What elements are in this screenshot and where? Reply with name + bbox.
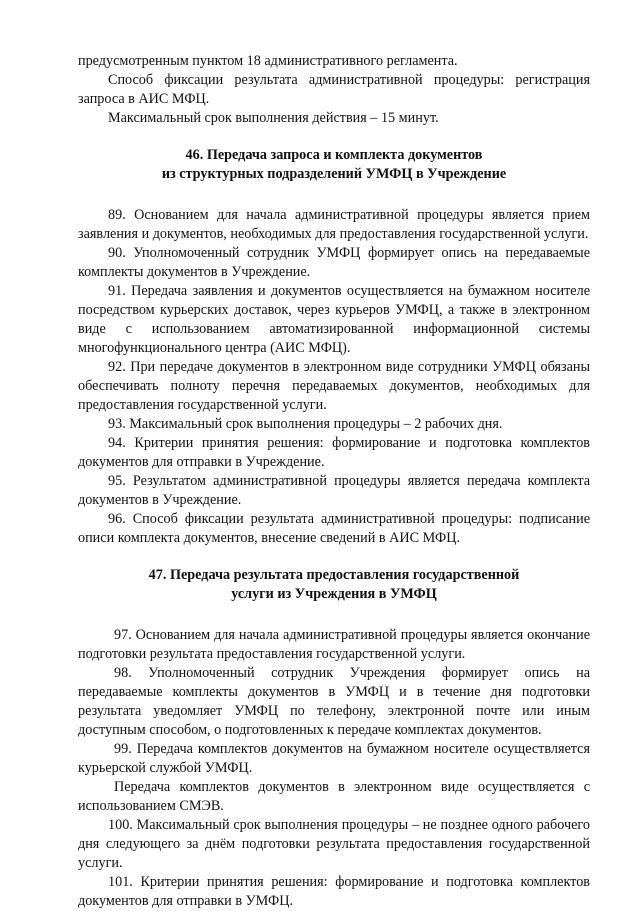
paragraph-90: 90. Уполномоченный сотрудник УМФЦ формирует опись на передаваемые комплекты документов в Учреждение. xyxy=(78,245,590,280)
paragraph-91: 91. Передача заявления и документов осуществляется на бумажном носителе посредством курьерских доставок, через курьеров УМФЦ, а также в электронном виде с использованием автоматизированной информационной системы многофункционального центра (АИС МФЦ). xyxy=(78,283,590,356)
paragraph-98: 98. Уполномоченный сотрудник Учреждения формирует опись на передаваемые комплекты документов в УМФЦ и в течение дня подготовки результата уведомляет УМФЦ по телефону, электронной почте или иным доступным способом, о подготовленных к передаче комплектах документов. xyxy=(78,665,590,738)
paragraph-99: 99. Передача комплектов документов на бумажном носителе осуществляется курьерской службой УМФЦ. xyxy=(78,741,590,776)
paragraph-92: 92. При передаче документов в электронном виде сотрудники УМФЦ обязаны обеспечивать полноту перечня передаваемых документов, необходимых для предоставления государственной услуги. xyxy=(78,359,590,413)
section-47-title-line-1: 47. Передача результата предоставления государственной xyxy=(148,567,520,583)
paragraph-100: 100. Максимальный срок выполнения процедуры – не позднее одного рабочего дня следующего за днём подготовки результата предоставления государственной услуги. xyxy=(78,817,590,871)
paragraph-99-electronic: Передача комплектов документов в электронном виде осуществляется с использованием СМЭВ. xyxy=(78,779,590,814)
paragraph-97: 97. Основанием для начала административной процедуры является окончание подготовки результата предоставления государственной услуги. xyxy=(78,627,590,662)
paragraph-101: 101. Критерии принятия решения: формирование и подготовка комплектов документов для отправки в УМФЦ. xyxy=(78,874,590,909)
intro-max-time: Максимальный срок выполнения действия – 15 минут. xyxy=(108,110,439,126)
paragraph-96: 96. Способ фиксации результата административной процедуры: подписание описи комплекта документов, внесение сведений в АИС МФЦ. xyxy=(78,511,590,546)
section-46-title-line-2: из структурных подразделений УМФЦ в Учреждение xyxy=(161,166,507,182)
paragraph-89: 89. Основанием для начала административной процедуры является прием заявления и документов, необходимых для предоставления государственной услуги. xyxy=(78,207,590,242)
section-47-title-line-2: услуги из Учреждения в УМФЦ xyxy=(231,586,437,602)
paragraph-95: 95. Результатом административной процедуры является передача комплекта документов в Учреждение. xyxy=(78,473,590,508)
intro-fixation-method: Способ фиксации результата административной процедуры: регистрация запроса в АИС МФЦ. xyxy=(78,72,590,107)
paragraph-94: 94. Критерии принятия решения: формирование и подготовка комплектов документов для отправки в Учреждение. xyxy=(78,435,590,470)
paragraph-93: 93. Максимальный срок выполнения процедуры – 2 рабочих дня. xyxy=(108,416,503,432)
document-page xyxy=(78,52,590,911)
section-46-title-line-1: 46. Передача запроса и комплекта документов xyxy=(185,147,483,163)
intro-line-1: предусмотренным пунктом 18 административного регламента. xyxy=(78,53,458,69)
